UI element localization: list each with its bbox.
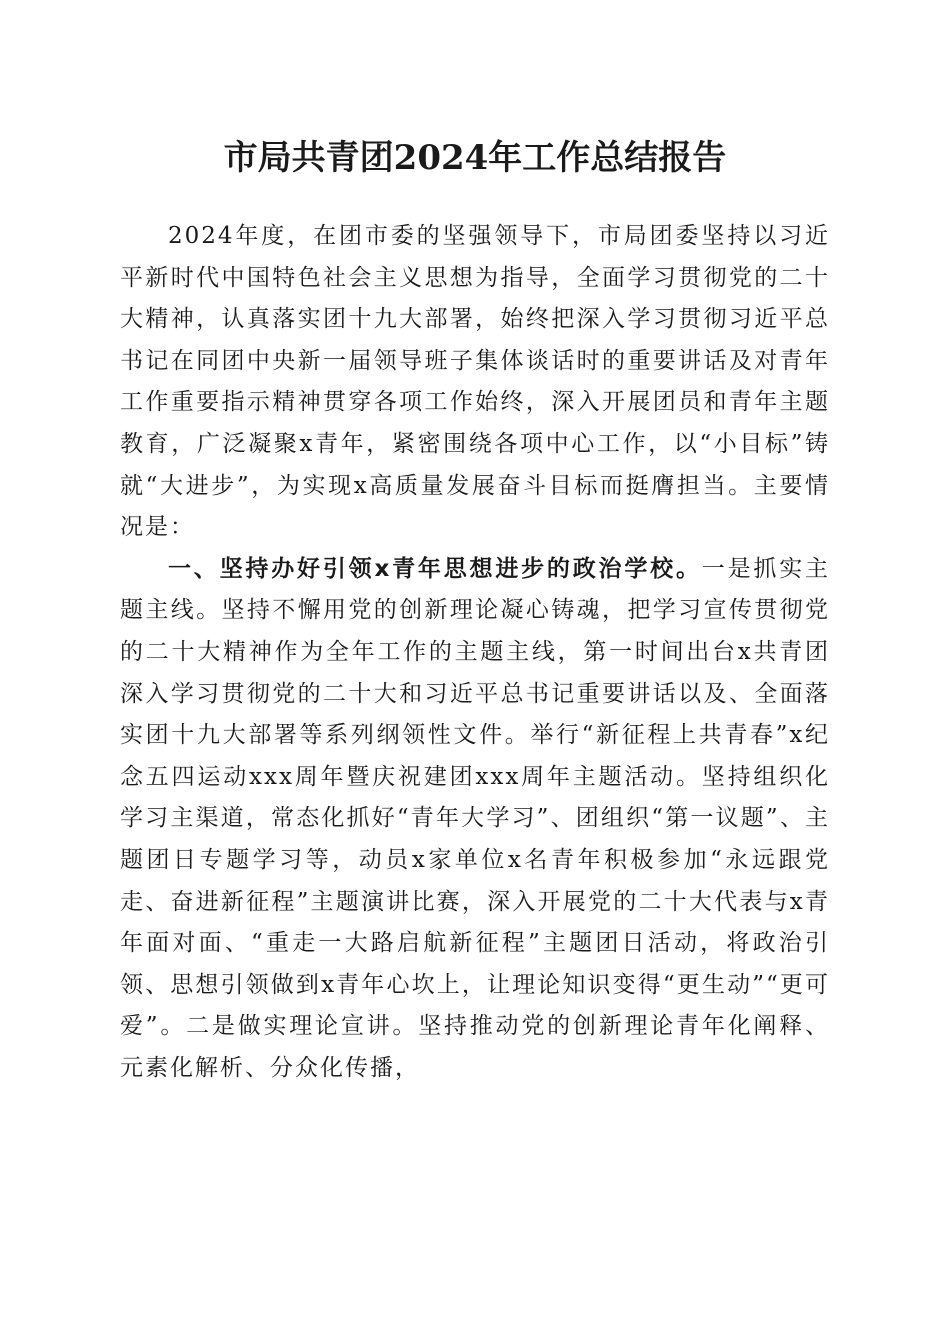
intro-paragraph-text: 2024年度，在团市委的坚强领导下，市局团委坚持以习近平新时代中国特色社会主义思想为指导，全面学习贯彻党的二十大精神，认真落实团十九大部署，始终把深入学习贯彻习近平总书记在同团中央新一届领导班子集体谈话时的重要讲话及对青年工作重要指示精神贯穿各项工作始终，深入开展团员和青年主题教育，广泛凝聚x青年，紧密围绕各项中心工作，以“小目标”铸就“大进步”，为实现x高质量发展奋斗目标而挺膺担当。主要情况是： xyxy=(120,223,830,541)
section-one-heading: 一、坚持办好引领x青年思想进步的政治学校。 xyxy=(168,555,702,582)
document-title: 市局共青团2024年工作总结报告 xyxy=(223,138,727,178)
intro-paragraph xyxy=(120,216,830,549)
document-body xyxy=(120,216,830,1089)
section-one-paragraph xyxy=(120,549,830,1090)
section-one-text: 一是抓实主题主线。坚持不懈用党的创新理论凝心铸魂，把学习宣传贯彻党的二十大精神作为全年工作的主题主线，第一时间出台x共青团深入学习贯彻党的二十大和习近平总书记重要讲话以及、全面落实团十九大部署等系列纲领性文件。举行“新征程上共青春”x纪念五四运动xxx周年暨庆祝建团xxx周年主题活动。坚持组织化学习主渠道，常态化抓好“青年大学习”、团组织“第一议题”、主题团日专题学习等，动员x家单位x名青年积极参加“永远跟党走、奋进新征程”主题演讲比赛，深入开展党的二十大代表与x青年面对面、“重走一大路启航新征程”主题团日活动，将政治引领、思想引领做到x青年心坎上，让理论知识变得“更生动”“更可爱”。二是做实理论宣讲。坚持推动党的创新理论青年化阐释、元素化解析、分众化传播， xyxy=(120,555,831,1081)
